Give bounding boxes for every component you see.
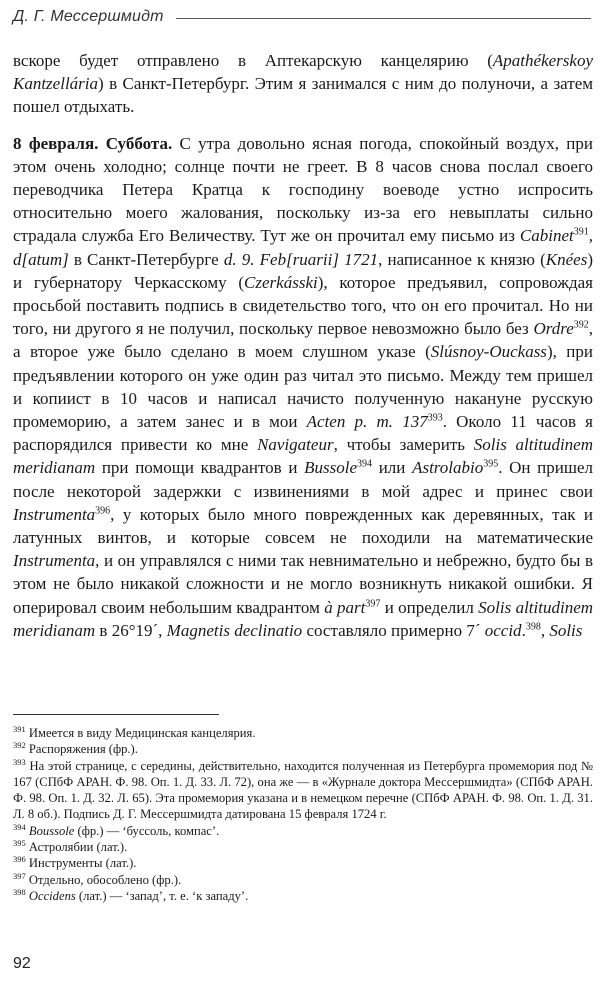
footnote-391: $^{391}$ Имеется в виду Медицинская канцелярия.: [13, 723, 256, 740]
footnote-ref[interactable]: 397: [365, 598, 381, 610]
footnote-397: $^{397}$ Отдельно, обособлено (фр.).: [13, 870, 182, 887]
footnote-392: $^{392}$ Распоряжения (фр.).: [13, 740, 138, 757]
footnote-ref[interactable]: 394: [357, 458, 373, 470]
footnote-396: $^{396}$ Инструменты (лат.).: [13, 854, 137, 871]
paragraph-feb-8: 8 февраля. Суббота. С утра довольно ясная погода, спокойный воздух, при этом очень холодно; солнце почти не греет. В 8 часов снова послал своего переводчика Петера Кратца к господину воеводе устно испросить относительно моего жалования, поскольку из-за его невыплаты сильно страдала служба Его Величеству. Тут же он прочитал ему письмо из Cabinet$^{391}$, d[atum] в Санкт-Петербурге d. 9. Feb[ruarii] 1721, написанное к князю (Knées) и губернатору Черкасскому (Czerkásski), которое предъявил, сопровождая просьбой поставить подпись в свидетельство того, что он его прочитал. Но ни того, ни другого я не получил, поскольку первое невозможно было без Ordre$^{392}$, а второе уже было сделано в моем слушном указе (Slúsnoy-Ouckass), при предъявлении которого он уже один раз читал это письмо. Между тем пришел и копиист в 10 часов и написал начисто полученную накануне русскую промеморию, а затем занес и в мои Acten p. m. $137^{393}$. Около 11 часов я распорядился привести ко мне Navigateur, чтобы замерить Solis altitudinem meridianam при помощи квадрантов и Bussole$^{394}$ или Astrolabio$^{395}$. Он пришел после некоторой задержки с извинениями в мой адрес и принес свои Instrumenta$^{396}$, у которых было много поврежденных как деревянных, так и латунных винтов, и которые совсем не походили на математические Instrumenta, и он управлялся с ними так невнимательно и небрежно, будто бы в этом не было никакой сложности и не могло возникнуть никакой ошибки. Я оперировал своим небольшим квадрантом à part$^{397}$ и определил Solis altitudinem meridianam в 26°19´, Magnetis declinatio составляло примерно 7´ occid.$^{398}$, Solis: [13, 133, 594, 640]
running-header: [13, 4, 591, 30]
footnote-395: $^{395}$ Астролябии (лат.).: [13, 837, 128, 855]
header-rule: [176, 18, 591, 19]
footnote-ref[interactable]: 392: [573, 319, 589, 331]
footnote-ref[interactable]: 393: [427, 412, 443, 424]
footnotes: [13, 714, 593, 904]
main-text: [13, 49, 593, 642]
footnote-394: $^{394}$ Boussole (фр.) — ‘буссоль, компас’.: [13, 821, 220, 838]
footnote-ref[interactable]: 398: [525, 621, 541, 633]
footnote-ref[interactable]: 391: [573, 226, 589, 238]
header-author: Д. Г. Мессершмидт: [13, 8, 164, 25]
paragraph-continuation: вскоре будет отправлено в Аптекарскую канцелярию (Apathékerskoy Kantzellária) в Санкт-Петербург. Этим я занимался с ним до полуночи, а затем пошел отдыхать.: [13, 51, 593, 117]
footnote-393: $^{393}$ На этой странице, с середины, действительно, находится полученная из Петербурга промемория под № 167 (СПбФ АРАН. Ф. 98. Оп. 1. Д. 33. Л. 72), она же — в «Журнале доктора Мессершмидта» (СПбФ АРАН. Ф. 98. Оп. 1. Д. 32. Л. 65). Эта промемория указана и в немецком перечне (СПбФ АРАН. Ф. 98. Оп. 1. Д. 31. Л. 8 об.). Подпись Д. Г. Мессершмидта датирована 15 февраля 1724 г.: [13, 756, 593, 822]
footnote-398: $^{398}$ Occidens (лат.) — ‘запад’, т. е. ‘к западу’.: [13, 886, 249, 903]
footnote-ref[interactable]: 395: [483, 458, 499, 470]
page-number: 92: [13, 955, 31, 972]
entry-date: 8 февраля. Суббота.: [13, 133, 173, 153]
footnote-ref[interactable]: 396: [95, 505, 111, 517]
footnote-separator: [13, 714, 219, 715]
